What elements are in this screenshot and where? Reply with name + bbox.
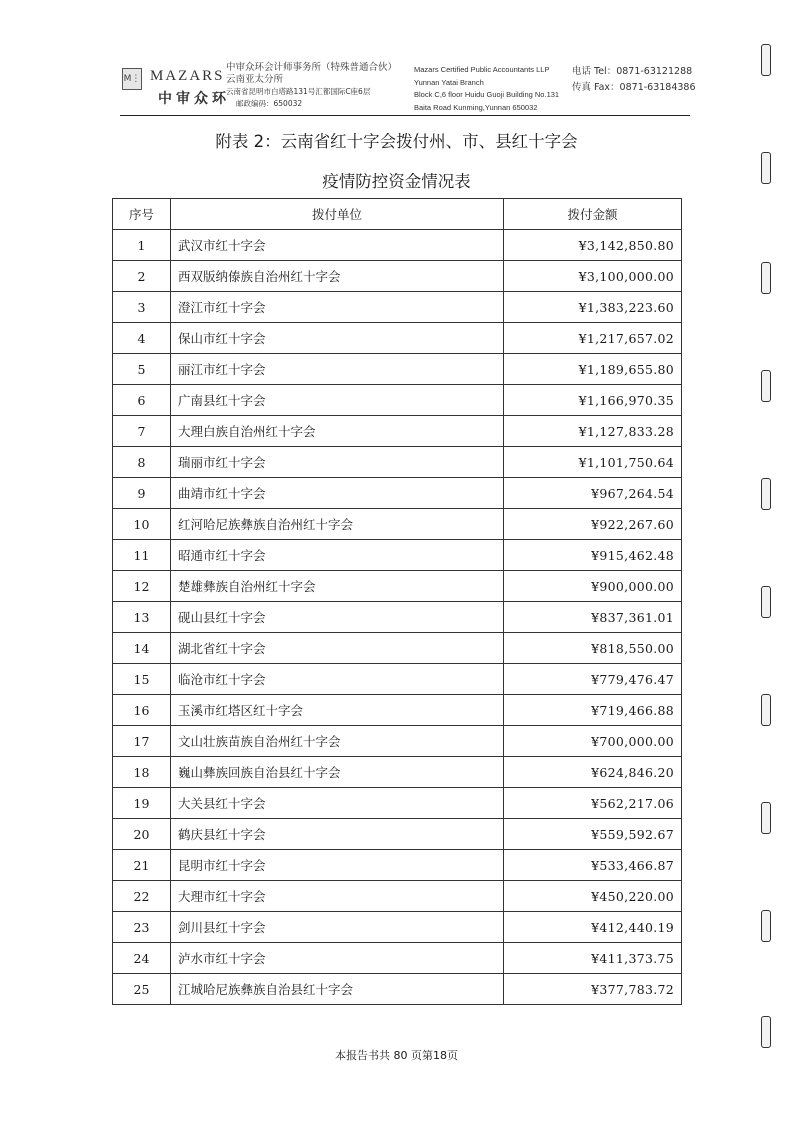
row-serial-no: 15 [113, 664, 171, 695]
row-amount: ¥450,220.00 [504, 881, 682, 912]
table-row [113, 230, 682, 261]
row-serial-no: 8 [113, 447, 171, 478]
firm-name-cn: 中审众环会计师事务所（特殊普通合伙） [226, 62, 398, 73]
table-row [113, 509, 682, 540]
row-unit: 文山壮族苗族自治州红十字会 [171, 726, 504, 757]
row-serial-no: 19 [113, 788, 171, 819]
binding-hole-mark [761, 370, 771, 402]
table-row [113, 385, 682, 416]
row-amount: ¥967,264.54 [504, 478, 682, 509]
row-serial-no: 21 [113, 850, 171, 881]
row-serial-no: 25 [113, 974, 171, 1005]
row-unit: 玉溪市红塔区红十字会 [171, 695, 504, 726]
row-unit: 江城哈尼族彝族自治县红十字会 [171, 974, 504, 1005]
row-serial-no: 2 [113, 261, 171, 292]
row-serial-no: 13 [113, 602, 171, 633]
branch-name-cn: 云南亚太分所 [226, 74, 284, 85]
table-row [113, 354, 682, 385]
table-row [113, 540, 682, 571]
row-unit: 大理市红十字会 [171, 881, 504, 912]
row-amount: ¥779,476.47 [504, 664, 682, 695]
page-subtitle: 疫情防控资金情况表 [322, 172, 471, 191]
page-footer: 本报告书共 80 页第18页 [335, 1049, 458, 1062]
row-unit: 大关县红十字会 [171, 788, 504, 819]
firm-address-en-2: Baita Road Kunming,Yunnan 650032 [414, 102, 538, 112]
row-unit: 剑川县红十字会 [171, 912, 504, 943]
binding-hole-mark [761, 802, 771, 834]
row-unit: 丽江市红十字会 [171, 354, 504, 385]
row-unit: 保山市红十字会 [171, 323, 504, 354]
table-row [113, 943, 682, 974]
table-row [113, 881, 682, 912]
row-amount: ¥719,466.88 [504, 695, 682, 726]
row-amount: ¥837,361.01 [504, 602, 682, 633]
row-amount: ¥1,127,833.28 [504, 416, 682, 447]
table-row [113, 912, 682, 943]
binding-hole-mark [761, 910, 771, 942]
header-amount: 拨付金额 [504, 199, 682, 230]
row-unit: 瑞丽市红十字会 [171, 447, 504, 478]
row-unit: 澄江市红十字会 [171, 292, 504, 323]
row-serial-no: 24 [113, 943, 171, 974]
row-serial-no: 20 [113, 819, 171, 850]
row-unit: 大理白族自治州红十字会 [171, 416, 504, 447]
table-row [113, 416, 682, 447]
row-serial-no: 3 [113, 292, 171, 323]
page-title: 附表 2：云南省红十字会拨付州、市、县红十字会 [215, 132, 578, 151]
row-unit: 昆明市红十字会 [171, 850, 504, 881]
table-row [113, 447, 682, 478]
table-row [113, 757, 682, 788]
row-amount: ¥1,189,655.80 [504, 354, 682, 385]
row-amount: ¥700,000.00 [504, 726, 682, 757]
row-serial-no: 12 [113, 571, 171, 602]
table-row [113, 850, 682, 881]
row-unit: 昭通市红十字会 [171, 540, 504, 571]
header-serial-no: 序号 [113, 199, 171, 230]
firm-info-en [414, 64, 559, 114]
row-unit: 曲靖市红十字会 [171, 478, 504, 509]
header-divider [120, 115, 690, 116]
firm-name-en: Mazars Certified Public Accountants LLP [414, 65, 550, 74]
binding-hole-mark [761, 1016, 771, 1048]
row-amount: ¥624,846.20 [504, 757, 682, 788]
row-unit: 砚山县红十字会 [171, 602, 504, 633]
row-serial-no: 4 [113, 323, 171, 354]
row-unit: 泸水市红十字会 [171, 943, 504, 974]
table-header-row [113, 199, 682, 230]
table-row [113, 323, 682, 354]
row-unit: 红河哈尼族彝族自治州红十字会 [171, 509, 504, 540]
row-serial-no: 10 [113, 509, 171, 540]
table-row [113, 571, 682, 602]
row-serial-no: 17 [113, 726, 171, 757]
row-serial-no: 11 [113, 540, 171, 571]
table-row [113, 292, 682, 323]
row-amount: ¥559,592.67 [504, 819, 682, 850]
row-unit: 广南县红十字会 [171, 385, 504, 416]
row-unit: 巍山彝族回族自治县红十字会 [171, 757, 504, 788]
row-unit: 西双版纳傣族自治州红十字会 [171, 261, 504, 292]
table-row [113, 478, 682, 509]
row-amount: ¥922,267.60 [504, 509, 682, 540]
firm-address-en-1: Block C,6 floor Huidu Guoji Building No.131 [414, 90, 560, 99]
firm-contact [572, 64, 696, 96]
table-row [113, 695, 682, 726]
table-row [113, 819, 682, 850]
row-unit: 临沧市红十字会 [171, 664, 504, 695]
row-serial-no: 6 [113, 385, 171, 416]
row-unit: 楚雄彝族自治州红十字会 [171, 571, 504, 602]
row-amount: ¥818,550.00 [504, 633, 682, 664]
table-row [113, 261, 682, 292]
row-unit: 武汉市红十字会 [171, 230, 504, 261]
row-serial-no: 22 [113, 881, 171, 912]
brand-name-cn: 中审众环 [158, 91, 230, 107]
table-row [113, 726, 682, 757]
row-serial-no: 18 [113, 757, 171, 788]
firm-address-cn: 云南省昆明市白塔路131号汇都国际C座6层 [226, 87, 371, 96]
fax-number: 传真 Fax：0871-63184386 [572, 82, 696, 93]
row-amount: ¥411,373.75 [504, 943, 682, 974]
row-amount: ¥533,466.87 [504, 850, 682, 881]
binding-hole-mark [761, 152, 771, 184]
row-amount: ¥1,166,970.35 [504, 385, 682, 416]
row-amount: ¥1,101,750.64 [504, 447, 682, 478]
table-row [113, 633, 682, 664]
row-amount: ¥377,783.72 [504, 974, 682, 1005]
row-amount: ¥3,100,000.00 [504, 261, 682, 292]
brand-name-en: MAZARS [150, 68, 225, 84]
row-serial-no: 9 [113, 478, 171, 509]
row-serial-no: 14 [113, 633, 171, 664]
row-serial-no: 23 [113, 912, 171, 943]
mazars-logo: M⋮ [122, 68, 142, 90]
row-serial-no: 7 [113, 416, 171, 447]
phone-number: 电话 Tel：0871-63121288 [572, 66, 693, 77]
row-serial-no: 16 [113, 695, 171, 726]
row-amount: ¥1,217,657.02 [504, 323, 682, 354]
letterhead [118, 40, 696, 114]
row-amount: ¥3,142,850.80 [504, 230, 682, 261]
row-amount: ¥900,000.00 [504, 571, 682, 602]
table-row [113, 788, 682, 819]
row-unit: 鹤庆县红十字会 [171, 819, 504, 850]
allocation-table [112, 198, 682, 1005]
table-row [113, 602, 682, 633]
binding-hole-mark [761, 44, 771, 76]
branch-name-en: Yunnan Yatai Branch [414, 77, 484, 87]
header-unit: 拨付单位 [171, 199, 504, 230]
row-amount: ¥562,217.06 [504, 788, 682, 819]
row-serial-no: 5 [113, 354, 171, 385]
row-unit: 湖北省红十字会 [171, 633, 504, 664]
table-row [113, 974, 682, 1005]
binding-hole-mark [761, 694, 771, 726]
row-serial-no: 1 [113, 230, 171, 261]
firm-postcode-cn: 邮政编码：650032 [236, 99, 303, 108]
row-amount: ¥915,462.48 [504, 540, 682, 571]
binding-hole-mark [761, 262, 771, 294]
binding-hole-mark [761, 586, 771, 618]
firm-info-cn [226, 62, 397, 110]
row-amount: ¥1,383,223.60 [504, 292, 682, 323]
row-amount: ¥412,440.19 [504, 912, 682, 943]
binding-hole-mark [761, 478, 771, 510]
table-row [113, 664, 682, 695]
